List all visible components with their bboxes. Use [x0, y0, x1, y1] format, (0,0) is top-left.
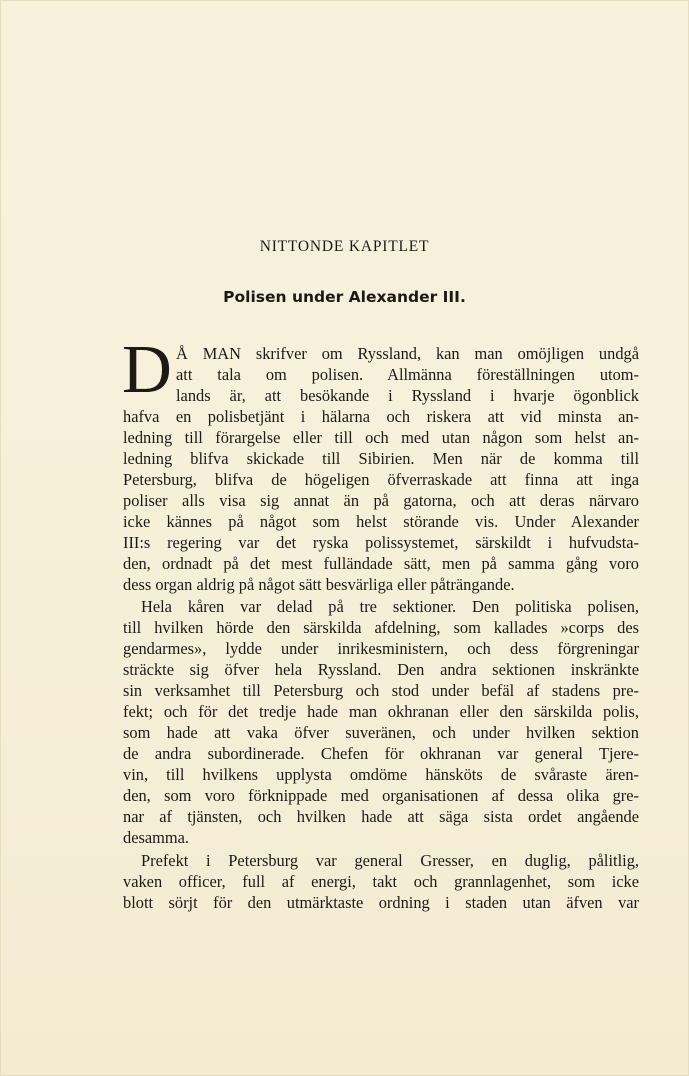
- text-line: poliser alls visa sig annat än på gatorna, och att deras närvaro: [123, 491, 639, 510]
- text-line: nar af tjänsten, och hvilken hade att säga sista ordet angående: [123, 807, 639, 826]
- text-line: blott sörjt för den utmärktaste ordning i staden utan äfven var: [123, 893, 639, 912]
- text-line: att tala om polisen. Allmänna föreställningen utom-: [176, 365, 639, 384]
- text-line: Petersburg, blifva de högeligen öfverraskade att finna att inga: [123, 470, 639, 489]
- text-line: icke kännes på något som helst störande vis. Under Alexander: [123, 512, 639, 531]
- text-line: III:s regering var det ryska polissystemet, särskildt i hufvudsta-: [123, 533, 639, 552]
- text-line: sin verksamhet till Petersburg och stod under befäl af stadens pre-: [123, 681, 639, 700]
- text-line: hafva en polisbetjänt i hälarna och riskera att vid minsta an-: [123, 407, 639, 426]
- text-line: ledning till förargelse eller till och med utan någon som helst an-: [123, 428, 639, 447]
- text-line: sträckte sig öfver hela Ryssland. Den andra sektionen inskränkte: [123, 660, 639, 679]
- text-line: dess organ aldrig på något sätt besvärliga eller påträngande.: [123, 575, 515, 594]
- text-line: Prefekt i Petersburg var general Gresser, en duglig, pålitlig,: [141, 851, 639, 870]
- chapter-title: Polisen under Alexander III.: [223, 288, 466, 306]
- text-line: fekt; och för det tredje hade man okhranan eller den särskilda polis,: [123, 702, 639, 721]
- drop-cap: D: [122, 331, 172, 407]
- text-line: desamma.: [123, 828, 189, 847]
- text-line: vin, till hvilkens upplysta omdöme hänsköts de svåraste ären-: [123, 765, 639, 784]
- text-line: Å MAN skrifver om Ryssland, kan man omöjligen undgå: [176, 344, 639, 363]
- text-line: de andra subordinerade. Chefen för okhranan var general Tjere-: [123, 744, 639, 763]
- text-line: som hade att vaka öfver suveränen, och under hvilken sektion: [123, 723, 639, 742]
- text-line: lands är, att besökande i Ryssland i hvarje ögonblick: [176, 386, 639, 405]
- text-line: ledning blifva skickade till Sibirien. Men när de komma till: [123, 449, 639, 468]
- text-line: den, som voro förknippade med organisationen af dessa olika gre-: [123, 786, 639, 805]
- chapter-heading: NITTONDE KAPITLET: [259, 238, 430, 255]
- text-line: Hela kåren var delad på tre sektioner. Den politiska polisen,: [141, 597, 639, 616]
- text-line: gendarmes», lydde under inrikesministern, och dess förgreningar: [123, 639, 639, 658]
- text-line: till hvilken hörde den särskilda afdelning, som kallades »corps des: [123, 618, 639, 637]
- text-line: den, ordnadt på det mest fulländade sätt, men på samma gång voro: [123, 554, 639, 573]
- text-line: vaken officer, full af energi, takt och grannlagenhet, som icke: [123, 872, 639, 891]
